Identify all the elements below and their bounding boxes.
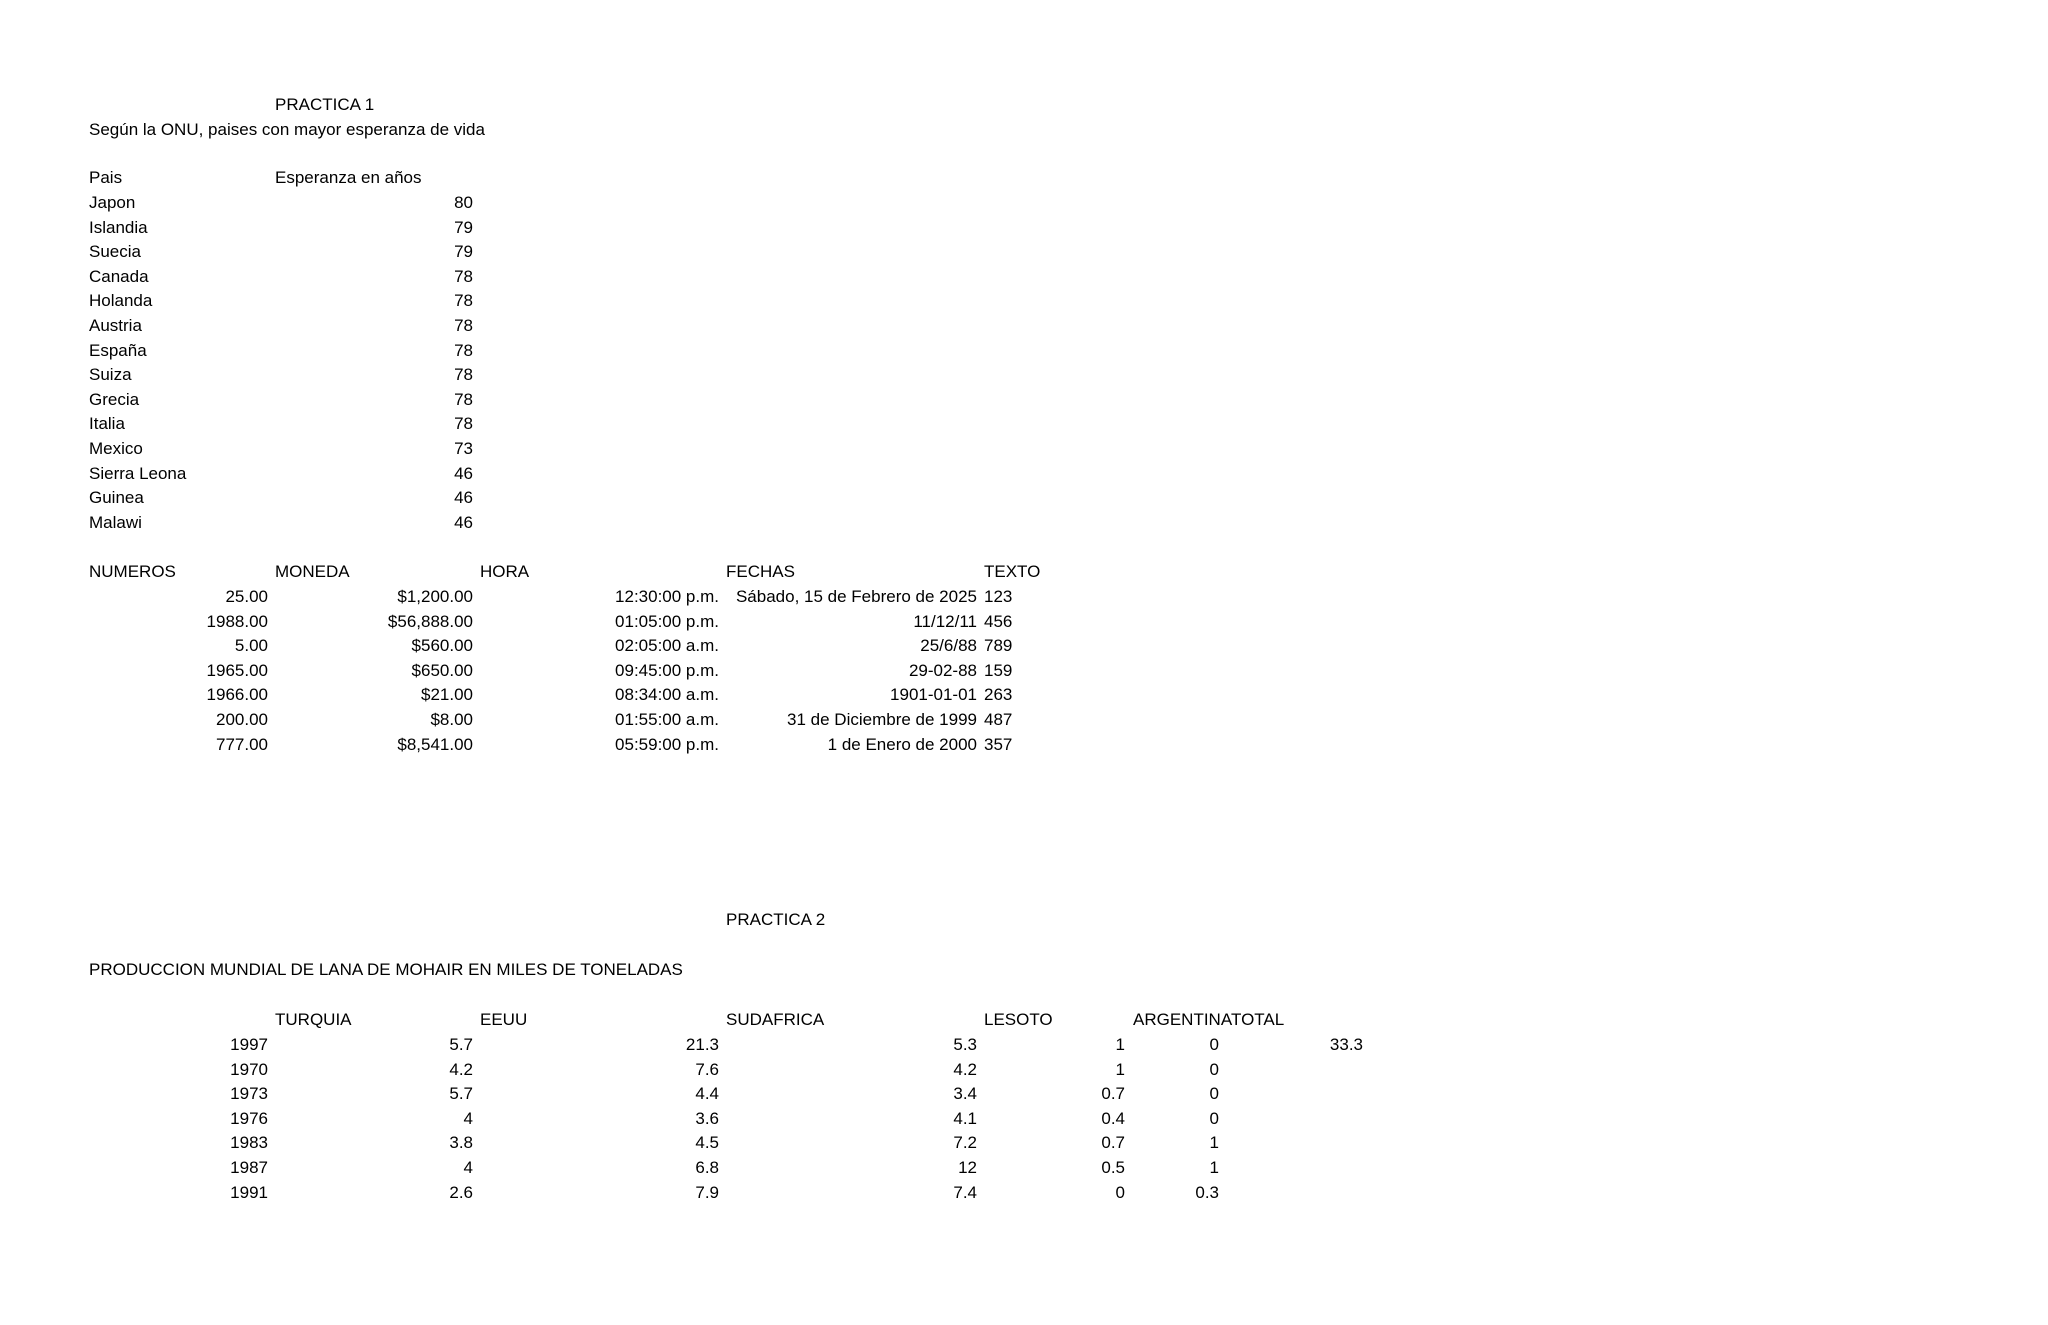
moneda-cell: $21.00	[421, 685, 473, 704]
eeuu-cell: 7.6	[695, 1060, 719, 1079]
eeuu-cell: 21.3	[685, 1035, 719, 1054]
turquia-cell: 4.2	[449, 1060, 473, 1079]
esperanza-cell: 78	[454, 390, 473, 409]
pais-cell: Suiza	[89, 365, 132, 384]
turquia-cell: 5.7	[449, 1084, 473, 1103]
numero-cell: 1965.00	[206, 661, 268, 680]
hora-cell: 12:30:00 p.m.	[615, 587, 719, 606]
header-total: TOTAL	[1231, 1010, 1285, 1029]
sudafrica-cell: 4.2	[953, 1060, 977, 1079]
texto-cell: 789	[984, 636, 1013, 655]
anio-cell: 1987	[230, 1158, 268, 1177]
pais-cell: Canada	[89, 267, 149, 286]
texto-cell: 263	[984, 685, 1013, 704]
eeuu-cell: 7.9	[695, 1183, 719, 1202]
pais-cell: Holanda	[89, 291, 153, 310]
fecha-cell: 1 de Enero de 2000	[827, 735, 977, 754]
turquia-cell: 2.6	[449, 1183, 473, 1202]
practica2-title: PRACTICA 2	[726, 910, 826, 929]
anio-cell: 1976	[230, 1109, 268, 1128]
texto-cell: 456	[984, 612, 1013, 631]
fecha-cell: 25/6/88	[920, 636, 977, 655]
header-lesoto: LESOTO	[984, 1010, 1053, 1029]
fecha-cell: Sábado, 15 de Febrero de 2025	[735, 587, 977, 606]
esperanza-cell: 80	[454, 193, 473, 212]
sudafrica-cell: 3.4	[953, 1084, 977, 1103]
total-cell	[1231, 1181, 1363, 1205]
esperanza-cell: 79	[454, 242, 473, 261]
hora-cell: 01:55:00 a.m.	[615, 710, 719, 729]
lesoto-cell: 1	[1115, 1060, 1125, 1079]
moneda-cell: $650.00	[411, 661, 473, 680]
moneda-cell: $1,200.00	[397, 587, 473, 606]
pais-cell: Grecia	[89, 390, 140, 409]
header-fechas: FECHAS	[726, 562, 795, 581]
header-texto: TEXTO	[984, 562, 1041, 581]
total-cell	[1231, 1131, 1363, 1155]
pais-cell: Mexico	[89, 439, 143, 458]
sudafrica-cell: 7.2	[953, 1133, 977, 1152]
header-pais: Pais	[89, 168, 123, 187]
pais-cell: Islandia	[89, 218, 148, 237]
turquia-cell: 4	[463, 1109, 473, 1128]
fecha-cell: 31 de Diciembre de 1999	[787, 710, 977, 729]
pais-cell: Malawi	[89, 513, 142, 532]
hora-cell: 08:34:00 a.m.	[615, 685, 719, 704]
pais-cell: Suecia	[89, 242, 141, 261]
texto-cell: 487	[984, 710, 1013, 729]
sudafrica-cell: 4.1	[953, 1109, 977, 1128]
lesoto-cell: 0.7	[1101, 1084, 1125, 1103]
header-sudafrica: SUDAFRICA	[726, 1010, 825, 1029]
hora-cell: 05:59:00 p.m.	[615, 735, 719, 754]
anio-cell: 1970	[230, 1060, 268, 1079]
texto-cell: 159	[984, 661, 1013, 680]
total-cell: 33.3	[1329, 1035, 1363, 1054]
total-cell	[1231, 1058, 1363, 1082]
fecha-cell: 29-02-88	[908, 661, 977, 680]
sudafrica-cell: 12	[958, 1158, 977, 1177]
esperanza-cell: 79	[454, 218, 473, 237]
argentina-cell: 0	[1209, 1109, 1219, 1128]
sudafrica-cell: 5.3	[953, 1035, 977, 1054]
sudafrica-cell: 7.4	[953, 1183, 977, 1202]
pais-cell: España	[89, 341, 147, 360]
eeuu-cell: 4.5	[695, 1133, 719, 1152]
turquia-cell: 4	[463, 1158, 473, 1177]
moneda-cell: $560.00	[411, 636, 473, 655]
esperanza-cell: 46	[454, 488, 473, 507]
header-hora: HORA	[480, 562, 530, 581]
esperanza-cell: 73	[454, 439, 473, 458]
anio-cell: 1973	[230, 1084, 268, 1103]
argentina-cell: 0	[1209, 1084, 1219, 1103]
header-esperanza: Esperanza en años	[275, 168, 422, 187]
numero-cell: 777.00	[216, 735, 268, 754]
moneda-cell: $8,541.00	[397, 735, 473, 754]
esperanza-cell: 46	[454, 513, 473, 532]
pais-cell: Sierra Leona	[89, 464, 187, 483]
turquia-cell: 3.8	[449, 1133, 473, 1152]
argentina-cell: 0	[1209, 1035, 1219, 1054]
hora-cell: 01:05:00 p.m.	[615, 612, 719, 631]
numero-cell: 5.00	[234, 636, 268, 655]
lesoto-cell: 0	[1115, 1183, 1125, 1202]
pais-cell: Guinea	[89, 488, 144, 507]
practica1-subtitle: Según la ONU, paises con mayor esperanza de vida	[89, 120, 485, 139]
fecha-cell: 11/12/11	[913, 612, 977, 631]
pais-cell: Japon	[89, 193, 136, 212]
total-cell	[1231, 1107, 1363, 1131]
eeuu-cell: 6.8	[695, 1158, 719, 1177]
total-cell	[1231, 1156, 1363, 1180]
lesoto-cell: 1	[1115, 1035, 1125, 1054]
anio-cell: 1983	[230, 1133, 268, 1152]
esperanza-cell: 78	[454, 316, 473, 335]
texto-cell: 357	[984, 735, 1013, 754]
numero-cell: 1988.00	[206, 612, 268, 631]
header-moneda: MONEDA	[275, 562, 350, 581]
esperanza-cell: 78	[454, 414, 473, 433]
lesoto-cell: 0.5	[1101, 1158, 1125, 1177]
pais-cell: Austria	[89, 316, 142, 335]
fecha-cell: 1901-01-01	[890, 685, 977, 704]
numero-cell: 25.00	[225, 587, 268, 606]
esperanza-cell: 78	[454, 341, 473, 360]
esperanza-cell: 78	[454, 365, 473, 384]
practica1-title: PRACTICA 1	[275, 95, 375, 114]
eeuu-cell: 3.6	[695, 1109, 719, 1128]
argentina-cell: 0	[1209, 1060, 1219, 1079]
argentina-cell: 1	[1209, 1133, 1219, 1152]
eeuu-cell: 4.4	[695, 1084, 719, 1103]
moneda-cell: $56,888.00	[387, 612, 473, 631]
esperanza-cell: 46	[454, 464, 473, 483]
esperanza-cell: 78	[454, 291, 473, 310]
pais-cell: Italia	[89, 414, 125, 433]
header-eeuu: EEUU	[480, 1010, 528, 1029]
anio-cell: 1991	[230, 1183, 268, 1202]
numero-cell: 1966.00	[206, 685, 268, 704]
esperanza-cell: 78	[454, 267, 473, 286]
texto-cell: 123	[984, 587, 1013, 606]
numero-cell: 200.00	[216, 710, 268, 729]
moneda-cell: $8.00	[430, 710, 473, 729]
practica2-subtitle: PRODUCCION MUNDIAL DE LANA DE MOHAIR EN MILES DE TONELADAS	[89, 960, 683, 979]
argentina-cell: 1	[1209, 1158, 1219, 1177]
turquia-cell: 5.7	[449, 1035, 473, 1054]
argentina-cell: 0.3	[1195, 1183, 1219, 1202]
header-turquia: TURQUIA	[275, 1010, 352, 1029]
lesoto-cell: 0.7	[1101, 1133, 1125, 1152]
anio-cell: 1997	[230, 1035, 268, 1054]
hora-cell: 02:05:00 a.m.	[615, 636, 719, 655]
lesoto-cell: 0.4	[1101, 1109, 1125, 1128]
header-numeros: NUMEROS	[89, 562, 176, 581]
hora-cell: 09:45:00 p.m.	[615, 661, 719, 680]
header-argentina: ARGENTINA	[1133, 1010, 1233, 1029]
total-cell	[1231, 1082, 1363, 1106]
